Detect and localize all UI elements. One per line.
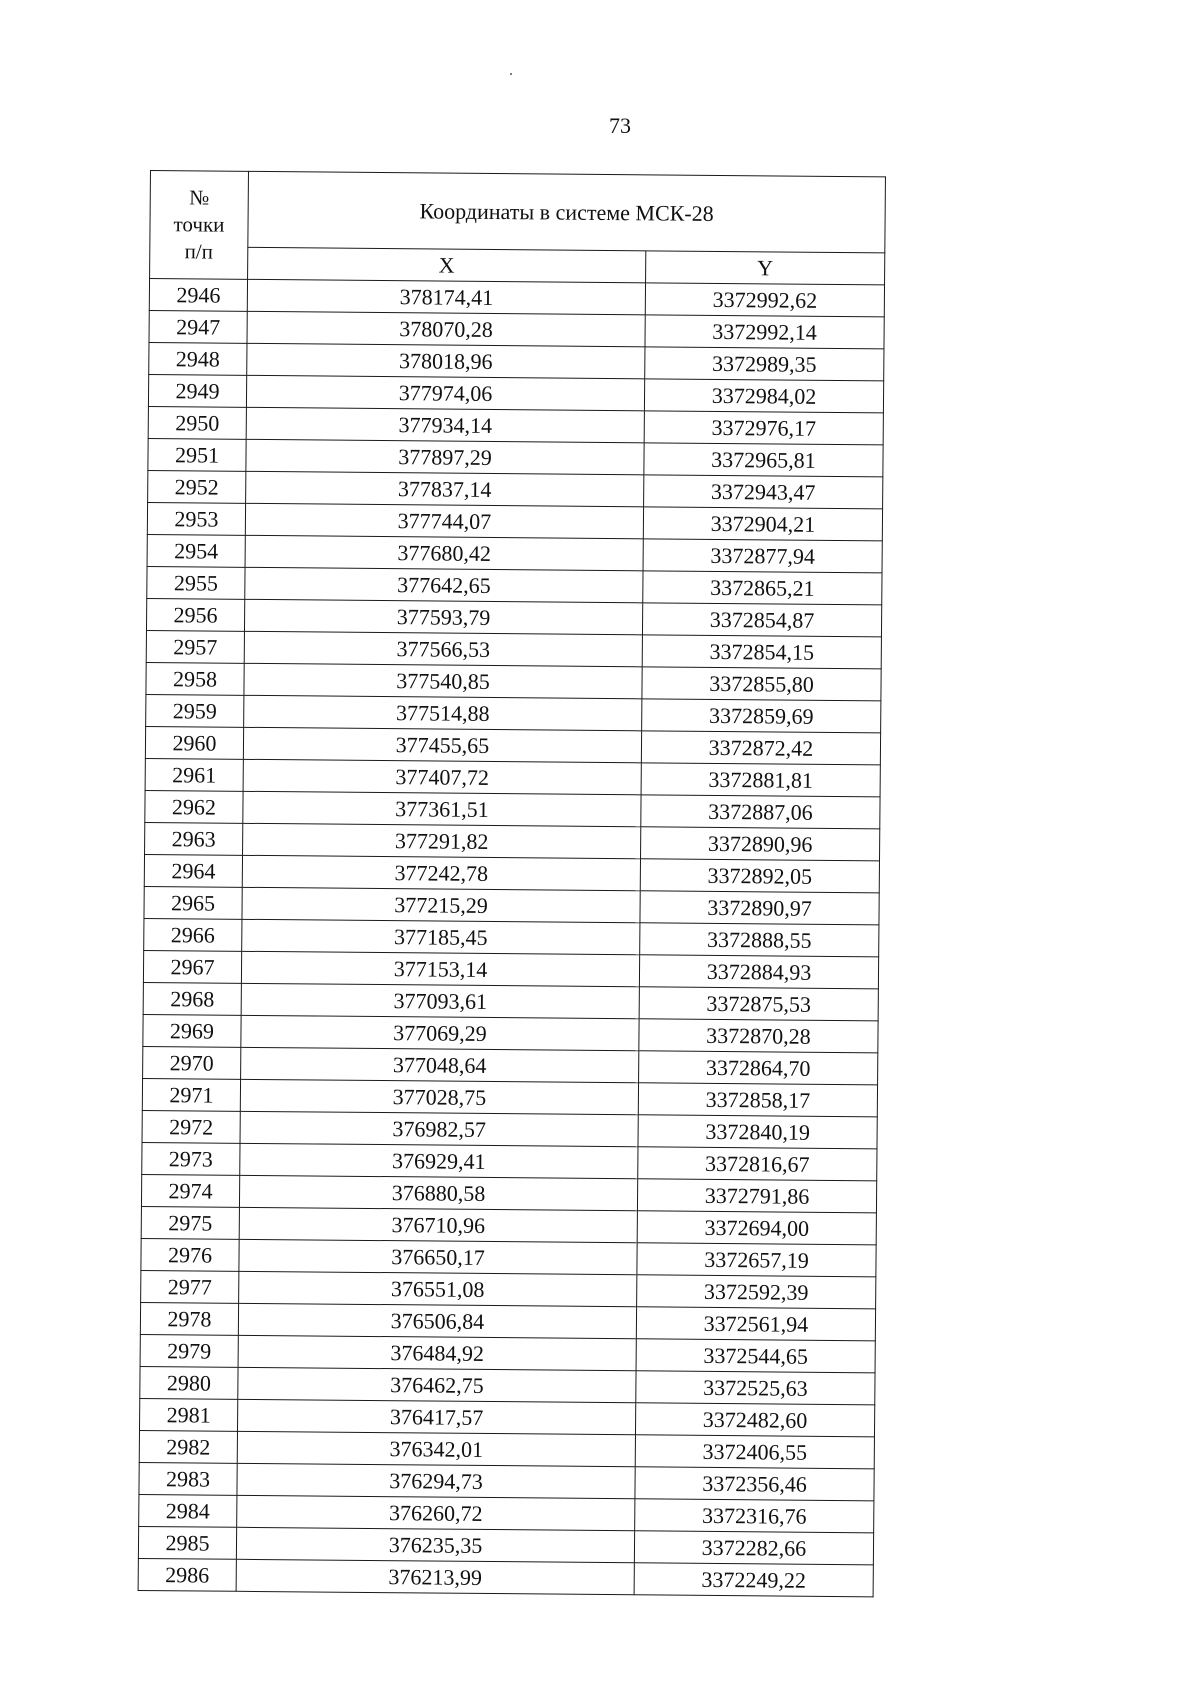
x-coordinate-cell: 376880,58 bbox=[239, 1175, 637, 1210]
y-coordinate-cell: 3372840,19 bbox=[638, 1115, 877, 1149]
x-coordinate-cell: 378018,96 bbox=[247, 343, 645, 378]
page-number: 73 bbox=[609, 113, 631, 138]
y-coordinate-cell: 3372875,53 bbox=[639, 987, 878, 1021]
point-number-cell: 2954 bbox=[147, 534, 245, 567]
point-number-cell: 2949 bbox=[148, 374, 246, 407]
y-coordinate-cell: 3372854,87 bbox=[642, 603, 881, 637]
point-number-cell: 2986 bbox=[138, 1558, 236, 1591]
point-number-cell: 2958 bbox=[146, 662, 244, 695]
y-coordinate-cell: 3372525,63 bbox=[636, 1371, 875, 1405]
y-coordinate-cell: 3372872,42 bbox=[641, 731, 880, 765]
y-coordinate-cell: 3372657,19 bbox=[637, 1243, 876, 1277]
point-number-cell: 2947 bbox=[149, 310, 247, 343]
point-number-cell: 2967 bbox=[143, 950, 241, 983]
x-coordinate-cell: 377744,07 bbox=[245, 503, 643, 538]
point-number-cell: 2957 bbox=[146, 630, 244, 663]
point-number-cell: 2984 bbox=[139, 1494, 237, 1527]
y-coordinate-cell: 3372406,55 bbox=[635, 1435, 874, 1469]
x-coordinate-cell: 377642,65 bbox=[245, 567, 643, 602]
x-coordinate-cell: 377242,78 bbox=[242, 855, 640, 890]
point-number-cell: 2975 bbox=[141, 1206, 239, 1239]
x-coordinate-cell: 377185,45 bbox=[242, 919, 640, 954]
y-coordinate-cell: 3372976,17 bbox=[644, 411, 883, 445]
x-coordinate-cell: 377069,29 bbox=[241, 1015, 639, 1050]
point-number-cell: 2974 bbox=[141, 1174, 239, 1207]
y-coordinate-cell: 3372884,93 bbox=[639, 955, 878, 989]
point-number-cell: 2978 bbox=[140, 1302, 238, 1335]
coordinates-table bbox=[138, 170, 886, 1597]
x-coordinate-cell: 376710,96 bbox=[239, 1207, 637, 1242]
y-coordinate-cell: 3372870,28 bbox=[639, 1019, 878, 1053]
x-coordinate-cell: 376417,57 bbox=[237, 1399, 635, 1434]
x-coordinate-cell: 376484,92 bbox=[238, 1335, 636, 1370]
y-coordinate-cell: 3372892,05 bbox=[640, 859, 879, 893]
y-column-header: Y bbox=[646, 251, 885, 285]
point-number-cell: 2964 bbox=[144, 854, 242, 887]
y-coordinate-cell: 3372890,97 bbox=[640, 891, 879, 925]
coordinates-system-header: Координаты в системе МСК-28 bbox=[248, 171, 886, 253]
x-coordinate-cell: 377897,29 bbox=[246, 439, 644, 474]
y-coordinate-cell: 3372356,46 bbox=[635, 1467, 874, 1501]
y-coordinate-cell: 3372864,70 bbox=[639, 1051, 878, 1085]
table-row bbox=[138, 1558, 873, 1596]
y-coordinate-cell: 3372989,35 bbox=[645, 347, 884, 381]
x-coordinate-cell: 377093,61 bbox=[241, 983, 639, 1018]
x-coordinate-cell: 377566,53 bbox=[244, 631, 642, 666]
x-coordinate-cell: 376260,72 bbox=[237, 1495, 635, 1530]
point-number-cell: 2981 bbox=[140, 1398, 238, 1431]
point-number-cell: 2946 bbox=[149, 279, 247, 312]
y-coordinate-cell: 3372791,86 bbox=[637, 1179, 876, 1213]
y-coordinate-cell: 3372249,22 bbox=[634, 1563, 873, 1597]
y-coordinate-cell: 3372890,96 bbox=[641, 827, 880, 861]
point-number-cell: 2960 bbox=[145, 726, 243, 759]
point-number-header bbox=[150, 171, 249, 280]
point-number-cell: 2971 bbox=[142, 1078, 240, 1111]
point-number-cell: 2953 bbox=[147, 502, 245, 535]
y-coordinate-cell: 3372858,17 bbox=[638, 1083, 877, 1117]
point-number-cell: 2963 bbox=[145, 822, 243, 855]
x-coordinate-cell: 376929,41 bbox=[240, 1143, 638, 1178]
y-coordinate-cell: 3372992,62 bbox=[645, 283, 884, 317]
point-number-cell: 2979 bbox=[140, 1334, 238, 1367]
x-coordinate-cell: 377028,75 bbox=[240, 1079, 638, 1114]
x-coordinate-cell: 377215,29 bbox=[242, 887, 640, 922]
x-coordinate-cell: 377153,14 bbox=[241, 951, 639, 986]
x-coordinate-cell: 377455,65 bbox=[243, 727, 641, 762]
point-number-cell: 2956 bbox=[146, 598, 244, 631]
y-coordinate-cell: 3372592,39 bbox=[637, 1275, 876, 1309]
scan-speck bbox=[510, 73, 512, 75]
point-number-cell: 2948 bbox=[149, 342, 247, 375]
y-coordinate-cell: 3372282,66 bbox=[634, 1531, 873, 1565]
x-coordinate-cell: 377593,79 bbox=[244, 599, 642, 634]
point-number-cell: 2972 bbox=[142, 1110, 240, 1143]
table-body bbox=[138, 279, 884, 1597]
y-coordinate-cell: 3372943,47 bbox=[644, 475, 883, 509]
x-coordinate-cell: 376294,73 bbox=[237, 1463, 635, 1498]
y-coordinate-cell: 3372992,14 bbox=[645, 315, 884, 349]
point-number-cell: 2973 bbox=[142, 1142, 240, 1175]
x-coordinate-cell: 376650,17 bbox=[239, 1239, 637, 1274]
y-coordinate-cell: 3372561,94 bbox=[636, 1307, 875, 1341]
x-coordinate-cell: 376506,84 bbox=[238, 1303, 636, 1338]
x-coordinate-cell: 376462,75 bbox=[238, 1367, 636, 1402]
point-number-cell: 2970 bbox=[143, 1046, 241, 1079]
y-coordinate-cell: 3372904,21 bbox=[643, 507, 882, 541]
point-number-cell: 2950 bbox=[148, 406, 246, 439]
x-coordinate-cell: 377048,64 bbox=[241, 1047, 639, 1082]
y-coordinate-cell: 3372482,60 bbox=[635, 1403, 874, 1437]
y-coordinate-cell: 3372887,06 bbox=[641, 795, 880, 829]
point-number-cell: 2952 bbox=[148, 470, 246, 503]
x-coordinate-cell: 376551,08 bbox=[239, 1271, 637, 1306]
x-coordinate-cell: 377680,42 bbox=[245, 535, 643, 570]
point-number-cell: 2983 bbox=[139, 1462, 237, 1495]
x-coordinate-cell: 377291,82 bbox=[243, 823, 641, 858]
x-coordinate-cell: 376342,01 bbox=[237, 1431, 635, 1466]
y-coordinate-cell: 3372859,69 bbox=[642, 699, 881, 733]
x-coordinate-cell: 377361,51 bbox=[243, 791, 641, 826]
y-coordinate-cell: 3372877,94 bbox=[643, 539, 882, 573]
point-number-cell: 2955 bbox=[147, 566, 245, 599]
x-coordinate-cell: 377837,14 bbox=[246, 471, 644, 506]
point-number-cell: 2969 bbox=[143, 1014, 241, 1047]
x-coordinate-cell: 378070,28 bbox=[247, 311, 645, 346]
y-coordinate-cell: 3372544,65 bbox=[636, 1339, 875, 1373]
point-number-header-line1: № bbox=[189, 185, 210, 210]
y-coordinate-cell: 3372816,67 bbox=[638, 1147, 877, 1181]
y-coordinate-cell: 3372984,02 bbox=[644, 379, 883, 413]
point-number-header-line2: точки bbox=[173, 212, 225, 237]
x-coordinate-cell: 377934,14 bbox=[246, 407, 644, 442]
x-coordinate-cell: 377514,88 bbox=[244, 695, 642, 730]
x-coordinate-cell: 377407,72 bbox=[243, 759, 641, 794]
x-coordinate-cell: 377974,06 bbox=[246, 375, 644, 410]
y-coordinate-cell: 3372316,76 bbox=[635, 1499, 874, 1533]
x-coordinate-cell: 376235,35 bbox=[236, 1527, 634, 1562]
y-coordinate-cell: 3372694,00 bbox=[637, 1211, 876, 1245]
y-coordinate-cell: 3372855,80 bbox=[642, 667, 881, 701]
y-coordinate-cell: 3372965,81 bbox=[644, 443, 883, 477]
y-coordinate-cell: 3372865,21 bbox=[643, 571, 882, 605]
point-number-cell: 2968 bbox=[143, 982, 241, 1015]
table-header-row bbox=[150, 171, 886, 253]
point-number-cell: 2965 bbox=[144, 886, 242, 919]
x-column-header: X bbox=[248, 247, 646, 282]
point-number-cell: 2961 bbox=[145, 758, 243, 791]
point-number-cell: 2959 bbox=[146, 694, 244, 727]
point-number-cell: 2951 bbox=[148, 438, 246, 471]
point-number-cell: 2962 bbox=[145, 790, 243, 823]
point-number-cell: 2977 bbox=[141, 1270, 239, 1303]
point-number-cell: 2980 bbox=[140, 1366, 238, 1399]
y-coordinate-cell: 3372881,81 bbox=[641, 763, 880, 797]
x-coordinate-cell: 376982,57 bbox=[240, 1111, 638, 1146]
y-coordinate-cell: 3372854,15 bbox=[642, 635, 881, 669]
x-coordinate-cell: 378174,41 bbox=[247, 279, 645, 314]
y-coordinate-cell: 3372888,55 bbox=[640, 923, 879, 957]
point-number-header-line3: п/п bbox=[184, 239, 214, 264]
point-number-cell: 2985 bbox=[138, 1526, 236, 1559]
x-coordinate-cell: 376213,99 bbox=[236, 1559, 634, 1594]
point-number-cell: 2976 bbox=[141, 1238, 239, 1271]
point-number-cell: 2966 bbox=[144, 918, 242, 951]
point-number-cell: 2982 bbox=[139, 1430, 237, 1463]
x-coordinate-cell: 377540,85 bbox=[244, 663, 642, 698]
